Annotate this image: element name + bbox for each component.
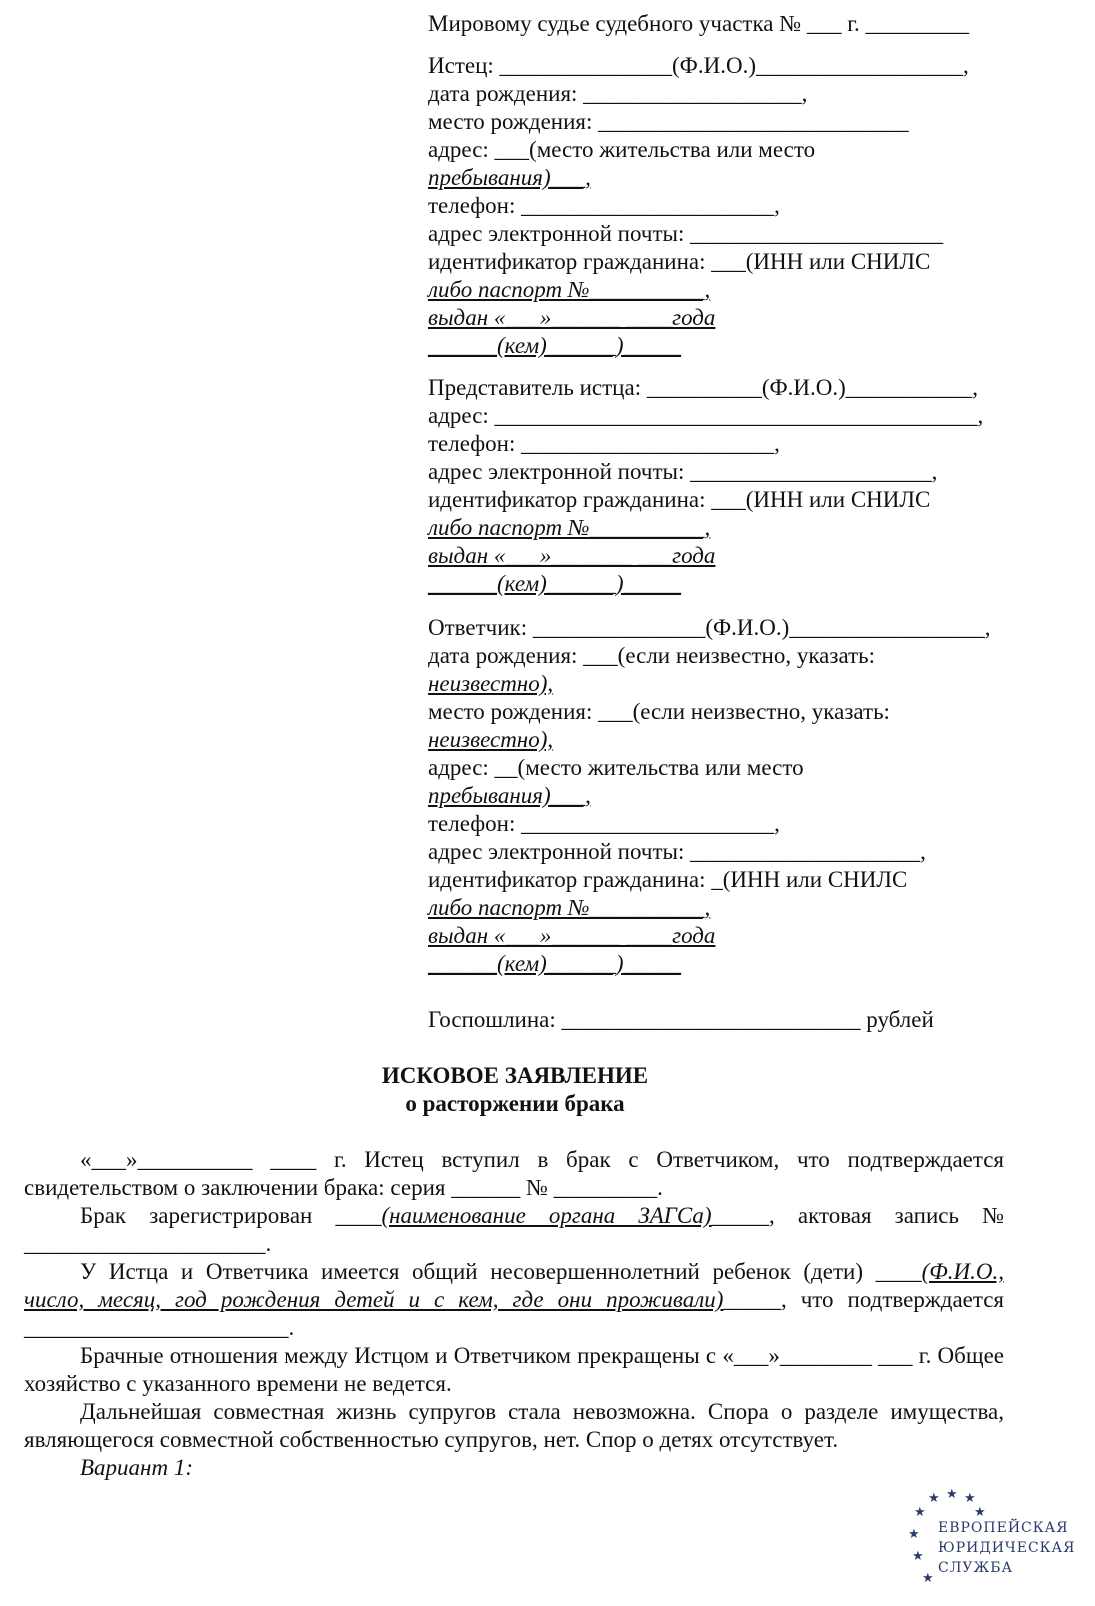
defendant-name: Ответчик: _______________(Ф.И.О.)_________________, xyxy=(428,615,991,640)
plaintiff-address-1: адрес: ___(место жительства или место xyxy=(428,137,816,162)
paragraph-marriage-text: «___»__________ ____ г. Истец вступил в брак с Ответчиком, что подтверждается свидетельством о заключении брака: серия ______ № _________. xyxy=(24,1147,1004,1200)
plaintiff-address-2: пребывания)___, xyxy=(428,165,591,190)
defendant-birth-place-2: неизвестно), xyxy=(428,727,554,752)
defendant-birth-date-1: дата рождения: ___(если неизвестно, указать: xyxy=(428,643,876,668)
logo-line-3: СЛУЖБА xyxy=(938,1560,1014,1576)
svg-text:★: ★ xyxy=(928,1490,940,1505)
defendant-address-1: адрес: __(место жительства или место xyxy=(428,755,804,780)
relations-ended-text: Брачные отношения между Истцом и Ответчиком прекращены с «___»________ ___ г. Общее хозяйство с указанного времени не ведется. xyxy=(24,1343,1004,1396)
defendant-birth-date-2: неизвестно), xyxy=(428,671,554,696)
children-details: (Ф.И.О., число, месяц, год рождения детей и с кем, где они проживали) xyxy=(24,1259,1004,1312)
plaintiff-id-1: идентификатор гражданина: ___(ИНН или СНИЛС xyxy=(428,249,931,274)
defendant-birth-place-1: место рождения: ___(если неизвестно, указать: xyxy=(428,699,890,724)
document-subtitle: о расторжении брака xyxy=(405,1091,625,1116)
svg-text:★: ★ xyxy=(914,1504,926,1519)
plaintiff-birth-place: место рождения: ___________________________ xyxy=(428,109,909,134)
children-text-a: У Истца и Ответчика имеется общий несовершеннолетний ребенок (дети) ____ xyxy=(80,1259,922,1284)
representative-id-4: ______(кем)______)_____ xyxy=(428,571,681,596)
plaintiff-phone: телефон: ______________________, xyxy=(428,193,780,218)
representative-email: адрес электронной почты: _____________________, xyxy=(428,459,938,484)
representative-phone: телефон: ______________________, xyxy=(428,431,780,456)
paragraph-registration xyxy=(24,1202,1004,1258)
svg-text:★: ★ xyxy=(964,1490,976,1505)
svg-text:★: ★ xyxy=(912,1548,924,1563)
european-legal-service-logo xyxy=(908,1488,1078,1606)
registration-authority: (наименование органа ЗАГСа) xyxy=(381,1203,712,1228)
defendant-id-4: ______(кем)______)_____ xyxy=(428,951,681,976)
variant-text: Вариант 1: xyxy=(80,1455,193,1480)
defendant-id-1: идентификатор гражданина: _(ИНН или СНИЛС xyxy=(428,867,908,892)
svg-text:★: ★ xyxy=(908,1526,920,1541)
document-title: ИСКОВОЕ ЗАЯВЛЕНИЕ xyxy=(381,1063,649,1088)
plaintiff-id-3: выдан «___»______ ____года xyxy=(428,305,716,330)
defendant-id-2: либо паспорт №__________, xyxy=(428,895,711,920)
registration-text-a: Брак зарегистрирован ____ xyxy=(80,1203,382,1228)
plaintiff-email: адрес электронной почты: ______________________ xyxy=(428,221,944,246)
representative-id-1: идентификатор гражданина: ___(ИНН или СНИЛС xyxy=(428,487,931,512)
defendant-phone: телефон: ______________________, xyxy=(428,811,780,836)
representative-address: адрес: __________________________________________, xyxy=(428,403,984,428)
paragraph-relations-ended xyxy=(24,1342,1004,1398)
no-disputes-text: Дальнейшая совместная жизнь супругов стала невозможна. Спора о разделе имущества, являющегося совместной собственностью супругов, нет. Спор о детях отсутствует. xyxy=(24,1399,1004,1452)
children-text-c: _____, что подтверждается _______________________. xyxy=(24,1287,1004,1340)
plaintiff-birth-date: дата рождения: ___________________, xyxy=(428,81,808,106)
plaintiff-id-4: ______(кем)______)_____ xyxy=(428,333,681,358)
representative-id-3: выдан «___»_______ ___года xyxy=(428,543,716,568)
plaintiff-id-2: либо паспорт №__________, xyxy=(428,277,711,302)
defendant-id-3: выдан «___»______ ____года xyxy=(428,923,716,948)
paragraph-marriage xyxy=(24,1146,1004,1202)
variant-label xyxy=(24,1454,1004,1482)
defendant-email: адрес электронной почты: ____________________, xyxy=(428,839,926,864)
court-addressee: Мировому судье судебного участка № ___ г. _________ xyxy=(428,11,970,36)
defendant-address-2: пребывания)___, xyxy=(428,783,591,808)
svg-text:★: ★ xyxy=(974,1504,986,1519)
paragraph-no-disputes xyxy=(24,1398,1004,1454)
paragraph-children xyxy=(24,1258,1004,1342)
representative-id-2: либо паспорт №__________, xyxy=(428,515,711,540)
logo-line-2: ЮРИДИЧЕСКАЯ xyxy=(938,1540,1076,1556)
svg-text:★: ★ xyxy=(922,1570,934,1585)
representative-name: Представитель истца: __________(Ф.И.О.)___________, xyxy=(428,375,979,400)
plaintiff-name: Истец: _______________(Ф.И.О.)__________________, xyxy=(428,53,969,78)
state-fee: Госпошлина: __________________________ рублей xyxy=(428,1007,934,1032)
registration-text-c: _____, актовая запись № _____________________. xyxy=(24,1203,1005,1256)
svg-text:★: ★ xyxy=(946,1488,958,1501)
logo-line-1: ЕВРОПЕЙСКАЯ xyxy=(938,1520,1069,1536)
